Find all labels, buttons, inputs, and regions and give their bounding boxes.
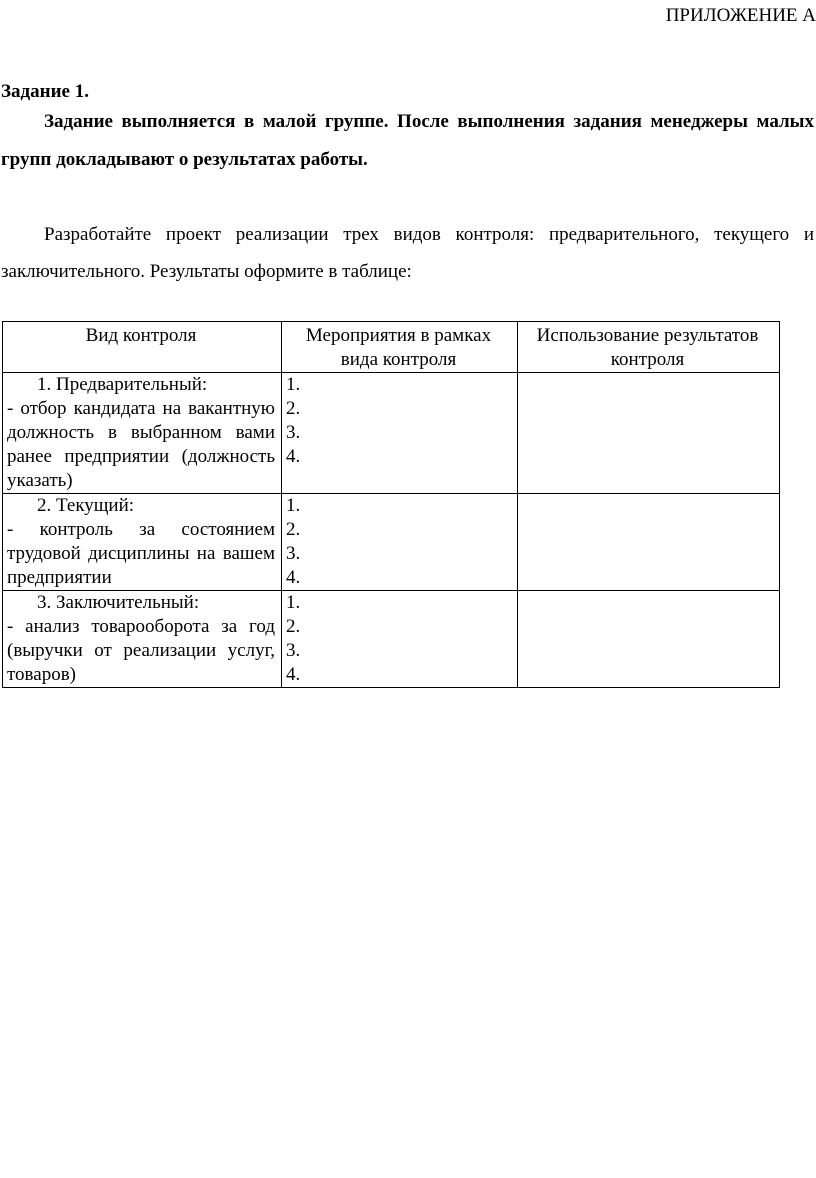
header-activities: Мероприятия в рамках вида контроля bbox=[282, 322, 518, 373]
control-type-title: 1. Предварительный: bbox=[37, 374, 208, 395]
activity-item: 3. bbox=[286, 640, 301, 661]
control-type-cell bbox=[3, 591, 282, 688]
activity-item: 1. bbox=[286, 495, 301, 516]
table-header-row bbox=[3, 322, 780, 373]
task-instruction: Разработайте проект реализации трех видов контроля: предварительного, текущего и заключительного. Результаты оформите в таблице: bbox=[1, 224, 814, 282]
activity-item: 3. bbox=[286, 543, 301, 564]
activities-cell bbox=[282, 373, 518, 494]
activity-item: 4. bbox=[286, 664, 301, 685]
table-row bbox=[3, 591, 780, 688]
control-type-cell bbox=[3, 494, 282, 591]
appendix-label: ПРИЛОЖЕНИЕ А bbox=[665, 5, 816, 26]
control-type-description: - отбор кандидата на вакантную должность в выбранном вами ранее предприятии (должность указать) bbox=[7, 398, 275, 491]
control-type-cell bbox=[3, 373, 282, 494]
activity-item: 3. bbox=[286, 422, 301, 443]
table-row bbox=[3, 494, 780, 591]
activity-item: 2. bbox=[286, 519, 301, 540]
task-description: Задание выполняется в малой группе. После выполнения задания менеджеры малых групп докладывают о результатах работы. bbox=[1, 111, 814, 170]
control-type-description: - контроль за состоянием трудовой дисциплины на вашем предприятии bbox=[7, 519, 275, 588]
control-type-title: 3. Заключительный: bbox=[37, 592, 200, 613]
activity-item: 2. bbox=[286, 398, 301, 419]
table-row bbox=[3, 373, 780, 494]
header-results-usage: Использование результатов контроля bbox=[518, 322, 780, 373]
task-title: Задание 1. bbox=[1, 81, 89, 102]
activity-item: 2. bbox=[286, 616, 301, 637]
activity-item: 4. bbox=[286, 567, 301, 588]
activity-item: 1. bbox=[286, 592, 301, 613]
results-usage-cell bbox=[518, 494, 780, 591]
results-usage-cell bbox=[518, 373, 780, 494]
activity-item: 1. bbox=[286, 374, 301, 395]
activities-cell bbox=[282, 591, 518, 688]
header-control-type: Вид контроля bbox=[3, 322, 282, 373]
control-type-description: - анализ товарооборота за год (выручки от реализации услуг, товаров) bbox=[7, 616, 275, 685]
results-usage-cell bbox=[518, 591, 780, 688]
control-table bbox=[2, 321, 780, 688]
activities-cell bbox=[282, 494, 518, 591]
control-type-title: 2. Текущий: bbox=[37, 495, 135, 516]
activity-item: 4. bbox=[286, 446, 301, 467]
